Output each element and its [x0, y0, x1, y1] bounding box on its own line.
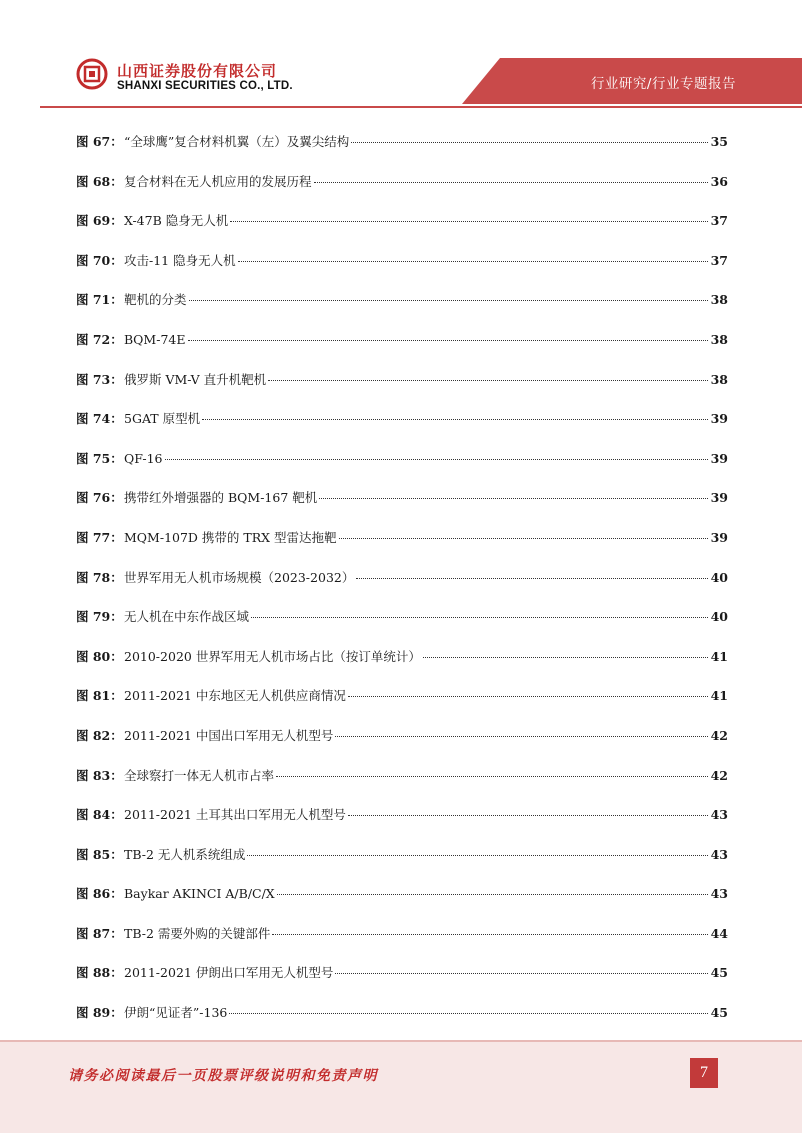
figure-page-number: 37: [710, 252, 728, 268]
disclaimer-text: 请务必阅读最后一页股票评级说明和免责声明: [68, 1068, 378, 1084]
toc-entry[interactable]: [76, 607, 728, 647]
figure-page-number: 43: [710, 807, 728, 823]
dot-leader: [314, 182, 708, 183]
figure-title: “全球鹰”复合材料机翼（左）及翼尖结构: [124, 134, 350, 149]
toc-entry[interactable]: [76, 845, 728, 885]
dot-leader: [339, 538, 708, 539]
figure-page-number: 44: [710, 925, 728, 941]
toc-entry[interactable]: [76, 172, 728, 212]
toc-entry[interactable]: [76, 647, 728, 687]
report-type: 行业研究/行业专题报告: [590, 76, 736, 92]
figure-label: 图 88：: [76, 965, 123, 981]
toc-entry[interactable]: [76, 726, 728, 766]
figure-title: 全球察打一体无人机市占率: [124, 767, 275, 783]
figure-title: Baykar AKINCI A/B/C/X: [124, 886, 275, 902]
company-name-cn: 山西证券股份有限公司: [117, 62, 278, 80]
figure-label: 图 81：: [76, 688, 123, 704]
figure-label: 图 80：: [76, 648, 123, 664]
figure-page-number: 43: [710, 886, 728, 902]
figure-page-number: 45: [710, 965, 728, 981]
figure-label: 图 86：: [76, 886, 123, 902]
figure-label: 图 69：: [76, 213, 123, 229]
figure-page-number: 42: [710, 727, 728, 743]
toc-entry[interactable]: [76, 1003, 728, 1043]
toc-entry[interactable]: [76, 132, 728, 172]
footer-divider: [0, 1040, 802, 1042]
figure-page-number: 36: [710, 173, 728, 189]
figure-title: 2011-2021 中东地区无人机供应商情况: [124, 688, 346, 704]
figure-label: 图 85：: [76, 846, 123, 862]
figure-title: X-47B 隐身无人机: [124, 213, 229, 229]
dot-leader: [277, 894, 708, 895]
figure-label: 图 79：: [76, 609, 123, 625]
dot-leader: [335, 736, 708, 737]
page-number: 7: [690, 1058, 718, 1088]
figure-label: 图 78：: [76, 569, 123, 585]
header-divider: [40, 106, 802, 108]
figure-page-number: 35: [710, 134, 728, 149]
company-logo-icon: [76, 58, 108, 90]
figure-page-number: 43: [710, 846, 728, 862]
toc-entry[interactable]: [76, 963, 728, 1003]
figure-index: [76, 132, 728, 1043]
toc-entry[interactable]: [76, 488, 728, 528]
toc-entry[interactable]: [76, 686, 728, 726]
toc-entry[interactable]: [76, 766, 728, 806]
dot-leader: [276, 776, 708, 777]
figure-label: 图 67：: [76, 134, 123, 149]
dot-leader: [165, 459, 709, 460]
toc-entry[interactable]: [76, 211, 728, 251]
figure-title: 俄罗斯 VM-V 直升机靶机: [124, 371, 267, 387]
figure-page-number: 39: [710, 490, 728, 506]
figure-label: 图 89：: [76, 1005, 123, 1021]
toc-entry[interactable]: [76, 251, 728, 291]
figure-label: 图 70：: [76, 252, 123, 268]
figure-title: 世界军用无人机市场规模（2023-2032）: [124, 569, 355, 585]
toc-entry[interactable]: [76, 568, 728, 608]
figure-page-number: 40: [710, 569, 728, 585]
figure-label: 图 68：: [76, 173, 123, 189]
header-red-band: [0, 0, 802, 112]
figure-label: 图 84：: [76, 807, 123, 823]
dot-leader: [319, 498, 708, 499]
figure-page-number: 38: [710, 331, 728, 347]
toc-entry[interactable]: [76, 409, 728, 449]
dot-leader: [268, 380, 708, 381]
figure-title: 2011-2021 伊朗出口军用无人机型号: [124, 965, 334, 981]
toc-entry[interactable]: [76, 370, 728, 410]
figure-title: TB-2 无人机系统组成: [124, 846, 246, 862]
dot-leader: [229, 1013, 708, 1014]
figure-page-number: 38: [710, 292, 728, 308]
company-name-en: SHANXI SECURITIES CO., LTD.: [117, 80, 293, 92]
figure-title: MQM-107D 携带的 TRX 型雷达拖靶: [124, 529, 337, 545]
figure-title: 伊朗“见证者”-136: [124, 1005, 228, 1021]
dot-leader: [423, 657, 708, 658]
dot-leader: [351, 142, 708, 143]
toc-entry[interactable]: [76, 449, 728, 489]
figure-label: 图 71：: [76, 292, 123, 308]
figure-title: 攻击-11 隐身无人机: [124, 252, 236, 268]
dot-leader: [238, 261, 708, 262]
figure-label: 图 75：: [76, 450, 123, 466]
dot-leader: [356, 578, 708, 579]
figure-label: 图 77：: [76, 529, 123, 545]
figure-label: 图 72：: [76, 331, 123, 347]
figure-label: 图 76：: [76, 490, 123, 506]
figure-title: 2011-2021 土耳其出口军用无人机型号: [124, 807, 346, 823]
figure-page-number: 41: [710, 688, 728, 704]
toc-entry[interactable]: [76, 805, 728, 845]
figure-label: 图 87：: [76, 925, 123, 941]
figure-page-number: 40: [710, 609, 728, 625]
dot-leader: [251, 617, 708, 618]
dot-leader: [230, 221, 708, 222]
figure-title: 携带红外增强器的 BQM-167 靶机: [124, 490, 318, 506]
dot-leader: [202, 419, 708, 420]
figure-page-number: 39: [710, 411, 728, 427]
figure-title: 2011-2021 中国出口军用无人机型号: [124, 727, 334, 743]
figure-page-number: 42: [710, 767, 728, 783]
figure-label: 图 83：: [76, 767, 123, 783]
page-header: [0, 0, 802, 112]
figure-title: 2010-2020 世界军用无人机市场占比（按订单统计）: [124, 648, 421, 664]
dot-leader: [247, 855, 708, 856]
figure-page-number: 41: [710, 648, 728, 664]
figure-title: BQM-74E: [124, 331, 186, 347]
figure-label: 图 73：: [76, 371, 123, 387]
figure-title: 无人机在中东作战区域: [124, 609, 250, 625]
dot-leader: [348, 815, 708, 816]
toc-entry[interactable]: [76, 924, 728, 964]
figure-title: 复合材料在无人机应用的发展历程: [124, 173, 312, 189]
figure-page-number: 39: [710, 450, 728, 466]
dot-leader: [189, 300, 708, 301]
figure-page-number: 37: [710, 213, 728, 229]
figure-title: QF-16: [124, 450, 163, 466]
figure-title: TB-2 需要外购的关键部件: [124, 925, 271, 941]
figure-label: 图 82：: [76, 727, 123, 743]
toc-entry[interactable]: [76, 290, 728, 330]
figure-page-number: 45: [710, 1005, 728, 1021]
toc-entry[interactable]: [76, 528, 728, 568]
figure-page-number: 39: [710, 529, 728, 545]
figure-label: 图 74：: [76, 411, 123, 427]
dot-leader: [272, 934, 708, 935]
dot-leader: [188, 340, 709, 341]
page-footer: [0, 1040, 802, 1133]
figure-title: 靶机的分类: [124, 292, 187, 308]
dot-leader: [348, 696, 708, 697]
figure-page-number: 38: [710, 371, 728, 387]
dot-leader: [335, 973, 708, 974]
toc-entry[interactable]: [76, 330, 728, 370]
figure-title: 5GAT 原型机: [124, 411, 201, 427]
toc-entry[interactable]: [76, 884, 728, 924]
